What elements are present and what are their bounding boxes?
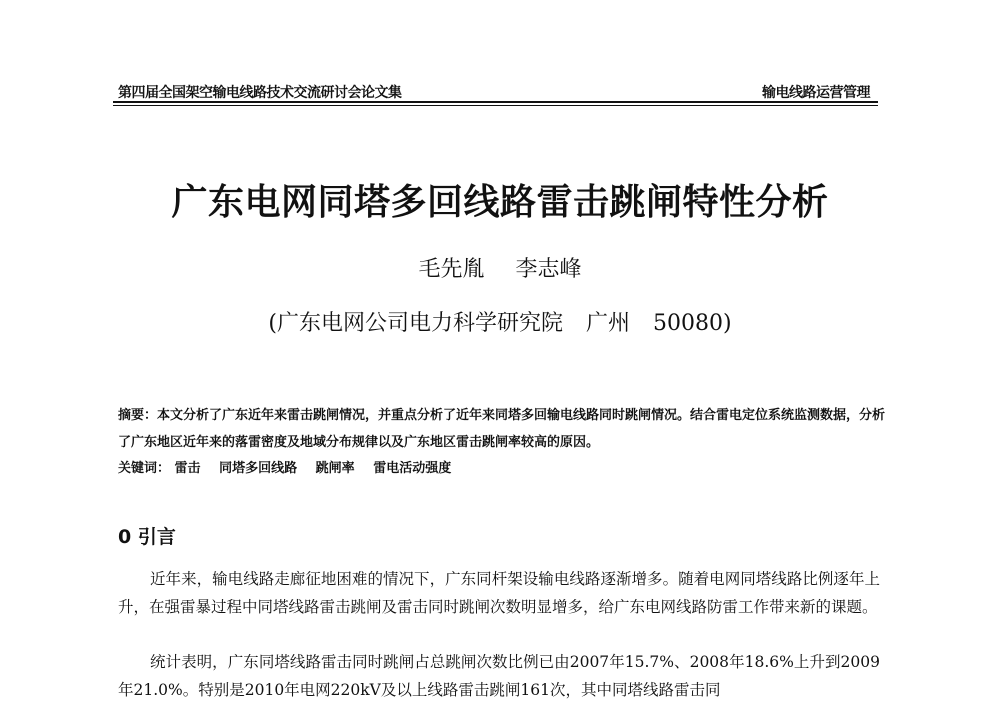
running-header-journal: 第四届全国架空输电线路技术交流研讨会论文集 (118, 85, 402, 101)
affiliation-city: 广州 (586, 311, 631, 336)
abstract (118, 402, 888, 456)
keywords (118, 457, 888, 476)
keyword: 雷击 (174, 461, 201, 476)
affiliation-code: 50080) (653, 311, 732, 336)
paper-title: 广东电网同塔多回线路雷击跳闸特性分析 (171, 182, 829, 223)
author-name: 毛先胤 (418, 257, 485, 282)
body-paragraph: 统计表明，广东同塔线路雷击同时跳闸占总跳闸次数比例已由2007年15.7%、2008年18.6%上升到2009年21.0%。特别是2010年电网220kV及以上线路雷击跳闸161次，其中同塔线路雷击同 (118, 653, 880, 699)
author-name: 李志峰 (515, 257, 582, 282)
abstract-text: 本文分析了广东近年来雷击跳闸情况，并重点分析了近年来同塔多回输电线路同时跳闸情况。结合雷电定位系统监测数据，分析了广东地区近年来的落雷密度及地域分布规律以及广东地区雷击跳闸率较高的原因。 (118, 408, 886, 450)
running-header-section: 输电线路运营管理 (762, 85, 870, 101)
authors (0, 252, 1000, 283)
keyword: 跳闸率 (315, 461, 355, 476)
keyword: 雷电活动强度 (373, 461, 452, 476)
abstract-label: 摘要： (118, 408, 158, 423)
keywords-label: 关键词： (118, 461, 171, 476)
header-rule-thin (113, 105, 878, 106)
body-paragraph: 近年来，输电线路走廊征地困难的情况下，广东同杆架设输电线路逐渐增多。随着电网同塔线路比例逐年上升，在强雷暴过程中同塔线路雷击跳闸及雷击同时跳闸次数明显增多，给广东电网线路防雷工作带来新的课题。 (118, 570, 880, 616)
header-rule-thick (113, 101, 878, 103)
affiliation (0, 306, 1000, 337)
keyword: 同塔多回线路 (219, 461, 298, 476)
affiliation-org: (广东电网公司电力科学研究院 (268, 311, 563, 336)
section-heading: 0 引言 (118, 526, 176, 548)
